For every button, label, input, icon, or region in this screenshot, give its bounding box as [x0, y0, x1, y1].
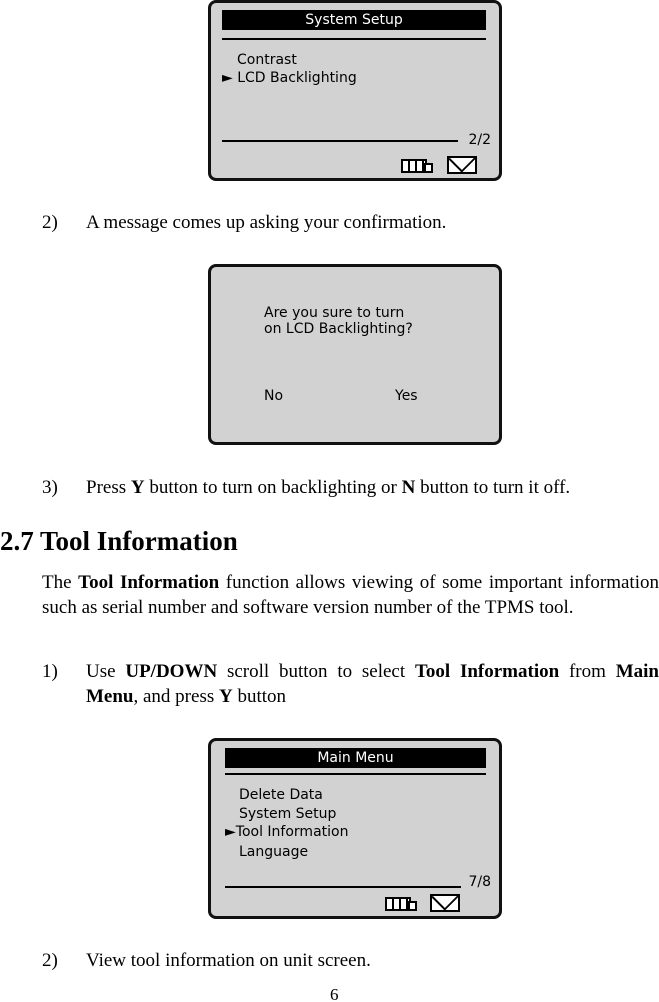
menu-item-system-setup[interactable]: System Setup	[239, 806, 337, 822]
divider	[225, 886, 461, 888]
menu-item-label: LCD Backlighting	[237, 70, 357, 86]
yes-option[interactable]: Yes	[395, 388, 418, 404]
step-number: 1)	[42, 661, 58, 682]
step-text: A message comes up asking your confirmation.	[86, 212, 447, 233]
divider	[222, 140, 458, 142]
confirm-message-line2: on LCD Backlighting?	[264, 321, 413, 337]
section-paragraph: The Tool Information function allows viewing of some important information such as serial number and software version number of the TPMS tool.	[42, 572, 659, 618]
divider	[225, 773, 486, 775]
menu-item-language[interactable]: Language	[239, 844, 309, 860]
screen-title: Main Menu	[225, 748, 486, 768]
battery-icon	[385, 897, 411, 911]
step-number: 2)	[42, 950, 58, 971]
step-text: View tool information on unit screen.	[86, 950, 371, 971]
page-indicator: 7/8	[468, 874, 491, 890]
menu-item-tool-information[interactable]	[225, 823, 348, 841]
section-heading: 2.7 Tool Information	[0, 526, 238, 556]
menu-item-lcd-backlighting[interactable]	[222, 69, 357, 87]
confirm-message-line1: Are you sure to turn	[264, 305, 405, 321]
screen-title: System Setup	[222, 10, 486, 30]
menu-item-delete-data[interactable]: Delete Data	[239, 787, 323, 803]
selection-arrow-icon: ►	[225, 824, 236, 840]
battery-icon	[401, 159, 427, 173]
page-indicator: 2/2	[468, 132, 491, 148]
step-text: Press Y button to turn on backlighting or N button to turn it off.	[86, 477, 571, 498]
page-number: 6	[330, 985, 339, 1002]
menu-item-contrast[interactable]: Contrast	[237, 52, 297, 68]
step-text: Use UP/DOWN scroll button to select Tool Information from Main Menu, and press Y button	[86, 661, 659, 707]
message-icon	[430, 894, 460, 912]
no-option[interactable]: No	[264, 388, 284, 404]
step-number: 3)	[42, 477, 58, 498]
device-screen-main-menu	[208, 738, 502, 919]
device-screen-system-setup	[208, 0, 502, 181]
selection-arrow-icon: ►	[222, 70, 233, 86]
message-icon	[447, 156, 477, 174]
divider	[222, 38, 486, 40]
device-screen-confirmation	[208, 264, 502, 445]
step-number: 2)	[42, 212, 58, 233]
menu-item-label: Tool Information	[235, 824, 349, 840]
